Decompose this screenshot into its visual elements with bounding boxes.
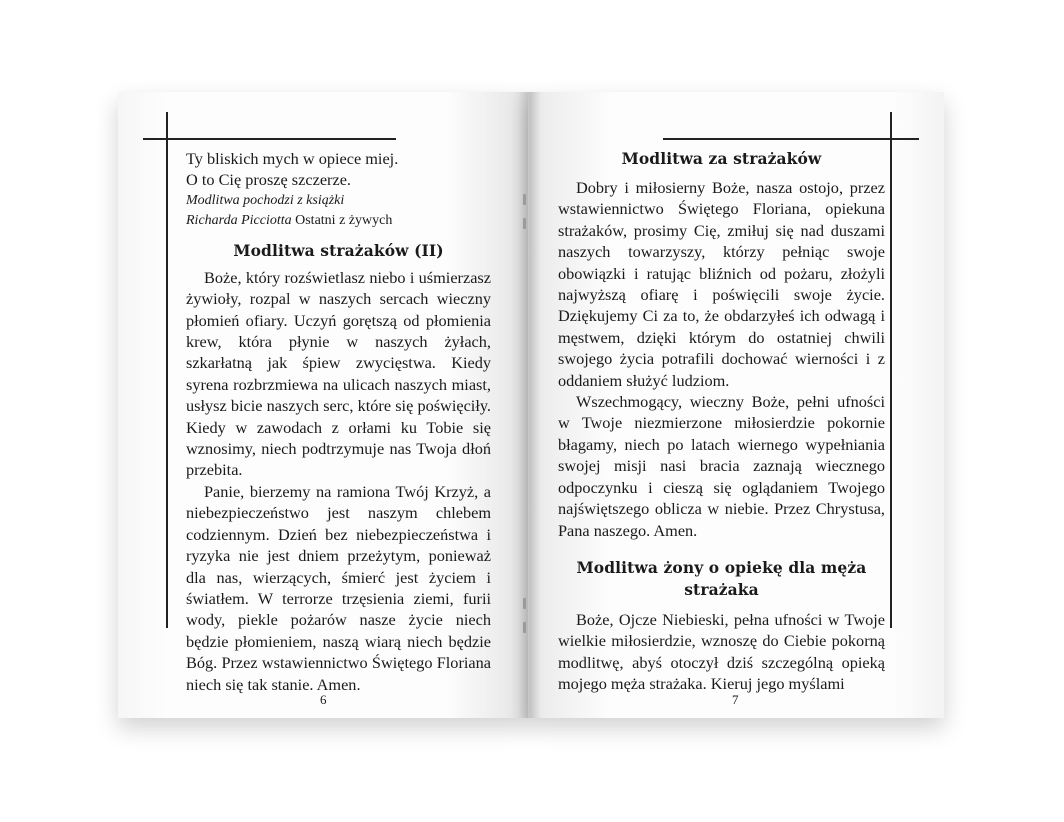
section-heading: Modlitwa za strażaków (621, 149, 822, 168)
poem-line: Ty bliskich mych w opiece miej. (186, 149, 399, 168)
heading-line: Modlitwa żony o opiekę dla męża (576, 557, 867, 577)
crop-mark (166, 112, 168, 628)
paragraph: Boże, Ojcze Niebieski, pełna ufności w Twoje wielkie miłosierdzie, wznoszę do Ciebie pokorną modlitwę, abyś otoczył dziś szczególną opieką mojego męża strażaka. Kieruj jego myślami (558, 609, 885, 694)
paragraph: Dobry i miłosierny Boże, nasza ostojo, przez wstawiennictwo Świętego Floriana, opiekuna strażaków, prosimy Cię, zmiłuj się nad duszami naszych towarzyszy, którzy pełniąc swoje obowiązki i ratując bliźnich od pożaru, złożyli najwyższą ofiarę i poświęcili swoje życie. Dziękujemy Ci za to, że obdarzyłeś ich odwagą i męstwem, dzięki którym do ostatniej chwili swojego życia potrafili dochować wierności i z oddaniem służyć ludziom. (558, 178, 885, 390)
crop-mark (890, 112, 892, 628)
poem-line: O to Cię proszę szczerze. (186, 170, 351, 190)
staple (523, 218, 526, 229)
paragraph: Boże, który rozświetlasz niebo i uśmierzasz żywioły, rozpal w naszych sercach wieczny płomień ofiary. Uczyń gorętszą od płomienia krew, która płynie w naszych żyłach, szkarłatną jak śpiew zwycięstwa. Kiedy syrena rozbrzmiewa na ulicach naszych miast, usłysz bicie naszych serc, które się poświęciły. Kiedy w zawodach z orłami ku Tobie się wznosimy, niech podtrzymuje nas Twoja dłoń przebita. (186, 267, 491, 480)
left-page-text (186, 148, 491, 695)
section-heading (558, 557, 885, 601)
page-number: 7 (732, 692, 739, 707)
right-page (528, 92, 944, 718)
staple (523, 194, 526, 205)
left-page (118, 92, 528, 718)
heading-line: strażaka (684, 579, 759, 599)
right-page-text (558, 148, 885, 695)
paragraph: Wszechmogący, wieczny Boże, pełni ufności w Twoje niezmierzone miłosierdzie pokornie błagamy, niech po latach wiernego wypełniania swojej misji nasi bracia zaznają wiecznego odpoczynku i cieszą się oglądaniem Twojego najświętszego oblicza w niebie. Przez Chrystusa, Pana naszego. Amen. (558, 392, 885, 540)
book-spine (518, 92, 540, 718)
source-title: Ostatni z żywych (291, 212, 393, 228)
source-line-1: Modlitwa pochodzi z książki (186, 192, 345, 208)
crop-mark (663, 138, 919, 140)
crop-mark (143, 138, 396, 140)
section-heading: Modlitwa strażaków (II) (233, 240, 444, 260)
staple (523, 598, 526, 609)
open-booklet (118, 92, 944, 722)
staple (523, 622, 526, 633)
source-note (186, 191, 491, 231)
page-number: 6 (320, 692, 327, 707)
paragraph: Panie, bierzemy na ramiona Twój Krzyż, a niebezpieczeństwo jest naszym chlebem codziennym. Dzień bez niebezpieczeństwa i ryzyka nie jest dniem przeżytym, ponieważ dla nas, wierzących, śmierć jest życiem i światłem. W terrorze trzęsienia ziemi, furii wody, piekle pożarów nasze życie niech będzie płomieniem, naszą wiarą niech będzie Bóg. Przez wstawiennictwo Świętego Floriana niech się tak stanie. Amen. (186, 481, 491, 694)
source-author: Richarda Picciotta (186, 212, 292, 228)
